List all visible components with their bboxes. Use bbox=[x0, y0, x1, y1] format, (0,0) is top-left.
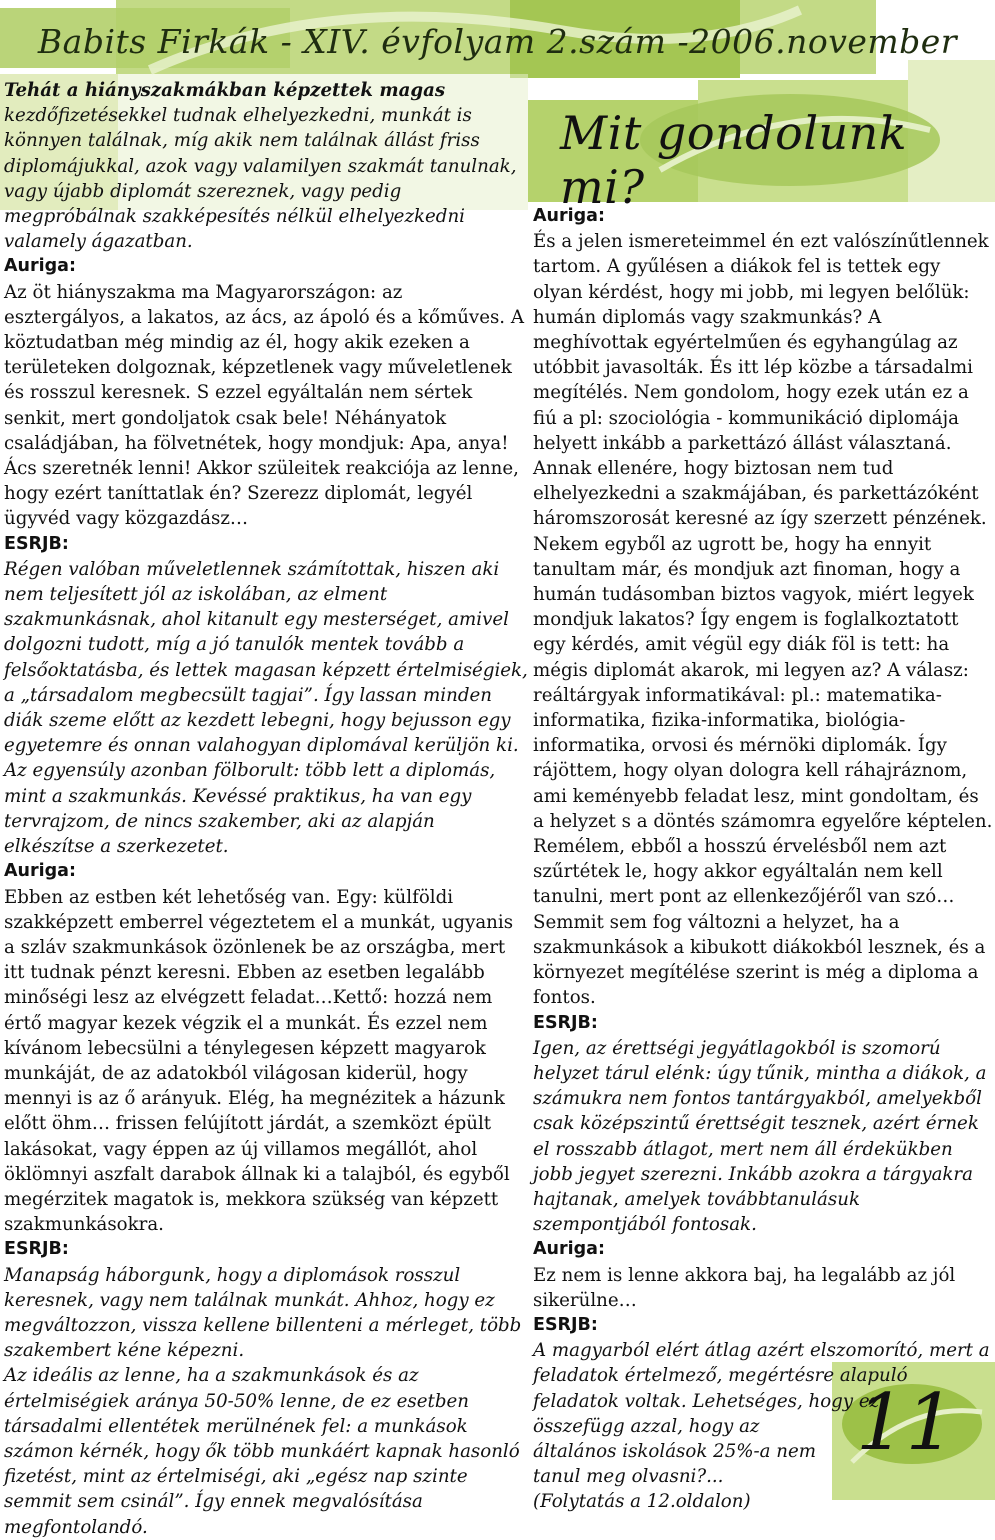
speaker-label: ESRJB: bbox=[533, 1314, 598, 1335]
left-column bbox=[4, 78, 528, 1540]
page-number: 11 bbox=[856, 1378, 956, 1468]
paragraph: Az öt hiányszakma ma Magyarországon: az esztergályos, a lakatos, az ács, az ápoló és a kőműves. A köztudatban még mindig az él, hogy akik ezeken a területeken dolgoznak, képzetlenek vagy műveletlenek és rosszul keresnek. S ezzel egyáltalán nem sértek senkit, mert gondoljatok csak bele! Néhányatok családjában, ha fölvetnétek, hogy mondjuk: Apa, anya! Ács szeretnék lenni! Akkor szüleitek reakciója az lenne, hogy ezért taníttatlak én? Szerezz diplomát, legyél ügyvéd vagy közgazdász… bbox=[4, 281, 524, 530]
speaker-label: ESRJB: bbox=[4, 533, 69, 554]
right-column bbox=[533, 204, 993, 1515]
speaker-label: Auriga: bbox=[4, 861, 76, 882]
paragraph-line: összefügg azzal, hogy az bbox=[533, 1415, 760, 1437]
magazine-header: Babits Firkák - XIV. évfolyam 2.szám -2006.november bbox=[37, 22, 958, 61]
lead-paragraph bbox=[4, 78, 528, 254]
paragraph: Ebben az estben két lehetőség van. Egy: külföldi szakképzett emberrel végeztetem el a munkát, ugyanis a szláv szakmunkások özönlenek be az országba, mert itt tudnak pénzt keresni. Ebben az esetben legalább minőségi lesz az elvégzett feladat…Kettő: hozzá nem értő magyar kezek végzik el a munkát. És ezzel nem kívánom lebecsülni a ténylegesen képzett magyarok munkáját, de az adatokból világosan kiderül, hogy mennyi is az ő arányuk. Elég, ha megnézitek a házunk előtt öhm… frissen felújított járdát, a szemközt épült lakásokat, vagy éppen az új villamos megállót, ahol öklömnyi aszfalt darabok állnak ki a talajból, és egyből megérzitek magatok is, mekkora szükség van képzett szakmunkásokra. bbox=[4, 886, 514, 1236]
paragraph-line: általános iskolások 25%-a nem bbox=[533, 1440, 817, 1462]
speaker-label: Auriga: bbox=[533, 206, 605, 226]
section-title: Mit gondolunk mi? bbox=[560, 106, 908, 214]
lead-bold-text: Tehát a hiányszakmákban képzettek magas bbox=[4, 80, 446, 101]
paragraph: És a jelen ismereteimmel én ezt valószínűtlennek tartom. A gyűlésen a diákok fel is tettek egy olyan kérdést, hogy mi jobb, mi legyen belőlük: humán diplomás vagy szakmunkás? A meghívottak egyértelműen és egyhangúlag az utóbbit javasolták. És itt lép közbe a társadalmi megítélés. Nem gondolom, hogy ezek után ez a fiú a pl: szociológia - kommunikáció diplomája helyett inkább a parkettázó állást választaná. Annak ellenére, hogy biztosan nem tud elhelyezkedni a szakmájában, és parkettázóként háromszorosát keresné az így szerzett pénzének. Nekem egyből az ugrott be, hogy ha ennyit tanultam már, és mondjuk azt finoman, hogy a humán tudásomban biztos vagyok, miért legyek mondjuk lakatos? Így engem is foglalkoztatott egy kérdés, amit végül egy diák föl is tett: ha mégis diplomát akarok, mi legyen az? A válasz: reáltárgyak informatikával: pl.: matematika-informatika, fizika-informatika, biológia-informatika, orvosi és mérnöki diplomák. Így rájöttem, hogy olyan dologra kell ráhajráznom, ami keményebb feladat lesz, mint gondoltam, és a helyzet s a döntés számomra egyelőre képtelen. Remélem, ebből a hosszú érvelésből nem azt szűrtétek le, hogy akkor egyáltalán nem kell tanulni, mert pont az ellenkezőjéről van szó… Semmit sem fog változni a helyzet, ha a szakmunkások a kibukott diákokból lesznek, és a környezet megítélése szerint is még a diploma a fontos. bbox=[533, 231, 993, 1009]
paragraph: Manapság háborgunk, hogy a diplomások rosszul keresnek, vagy nem találnak munkát. Ahhoz, hogy ez megváltozzon, vissza kellene billenteni a mérleget, több szakembert kéne képezni. bbox=[4, 1264, 522, 1362]
paragraph: Igen, az érettségi jegyátlagokból is szomorú helyzet tárul elénk: úgy tűnik, mintha a diákok, a számukra nem fontos tantárgyakból, amelyekből csak középszintű érettségit tesznek, azért érnek el rosszabb átlagot, mert nem áll érdekükben jobb jegyet szerezni. Inkább azokra a tárgyakra hajtanak, amelyek továbbtanulásuk szempontjából fontosak. bbox=[533, 1037, 987, 1236]
paragraph-line: tanul meg olvasni?... bbox=[533, 1466, 724, 1488]
speaker-label: ESRJB: bbox=[533, 1012, 598, 1033]
continuation-note: (Folytatás a 12.oldalon) bbox=[533, 1491, 751, 1513]
paragraph: Az ideális az lenne, ha a szakmunkások és az értelmiségiek aránya 50-50% lenne, de ez esetben társadalmi ellentétek merülnének fel: a munkások számon kérnék, hogy ők több munkáért kapnak hasonló fizetést, mint az értelmiségi, aki „egész nap szinte semmit sem csinál”. Így ennek megvalósítása megfontolandó. bbox=[4, 1365, 520, 1538]
speaker-label: ESRJB: bbox=[4, 1239, 69, 1260]
paragraph: Régen valóban műveletlennek számítottak, hiszen aki nem teljesített jól az iskolában, az elment szakmunkásnak, ahol kitanult egy mesterséget, amivel dolgozni tudott, míg a jó tanulók mentek tovább a felsőoktatásba, és lettek magasan képzett értelmiségiek, a „társadalom megbecsült tagjai”. Így lassan minden diák szeme előtt az kezdett lebegni, hogy bejusson egy egyetemre és onnan valahogyan diplomával kerüljön ki. Az egyensúly azonban fölborult: több lett a diplomás, mint a szakmunkás. Kevéssé praktikus, ha van egy tervrajzom, de nincs szakember, aki az alapján elkészítse a szerkezetet. bbox=[4, 558, 528, 858]
speaker-label: Auriga: bbox=[533, 1239, 605, 1260]
paragraph: A magyarból elért átlag azért elszomorító, mert a feladatok értelmező, megértésre alapuló feladatok voltak. Lehetséges, hogy ez bbox=[533, 1340, 990, 1412]
speaker-label: Auriga: bbox=[4, 256, 76, 277]
paragraph: Ez nem is lenne akkora baj, ha legalább az jól sikerülne… bbox=[533, 1264, 956, 1311]
lead-text: kezdőfizetésekkel tudnak elhelyezkedni, munkát is könnyen találnak, míg akik nem találnak állást friss diplomájukkal, azok vagy valamilyen szakmát tanulnak, vagy újabb diplomát szereznek, vagy pedig megpróbálnak szakképesítés nélkül elhelyezkedni valamely ágazatban. bbox=[4, 105, 517, 253]
